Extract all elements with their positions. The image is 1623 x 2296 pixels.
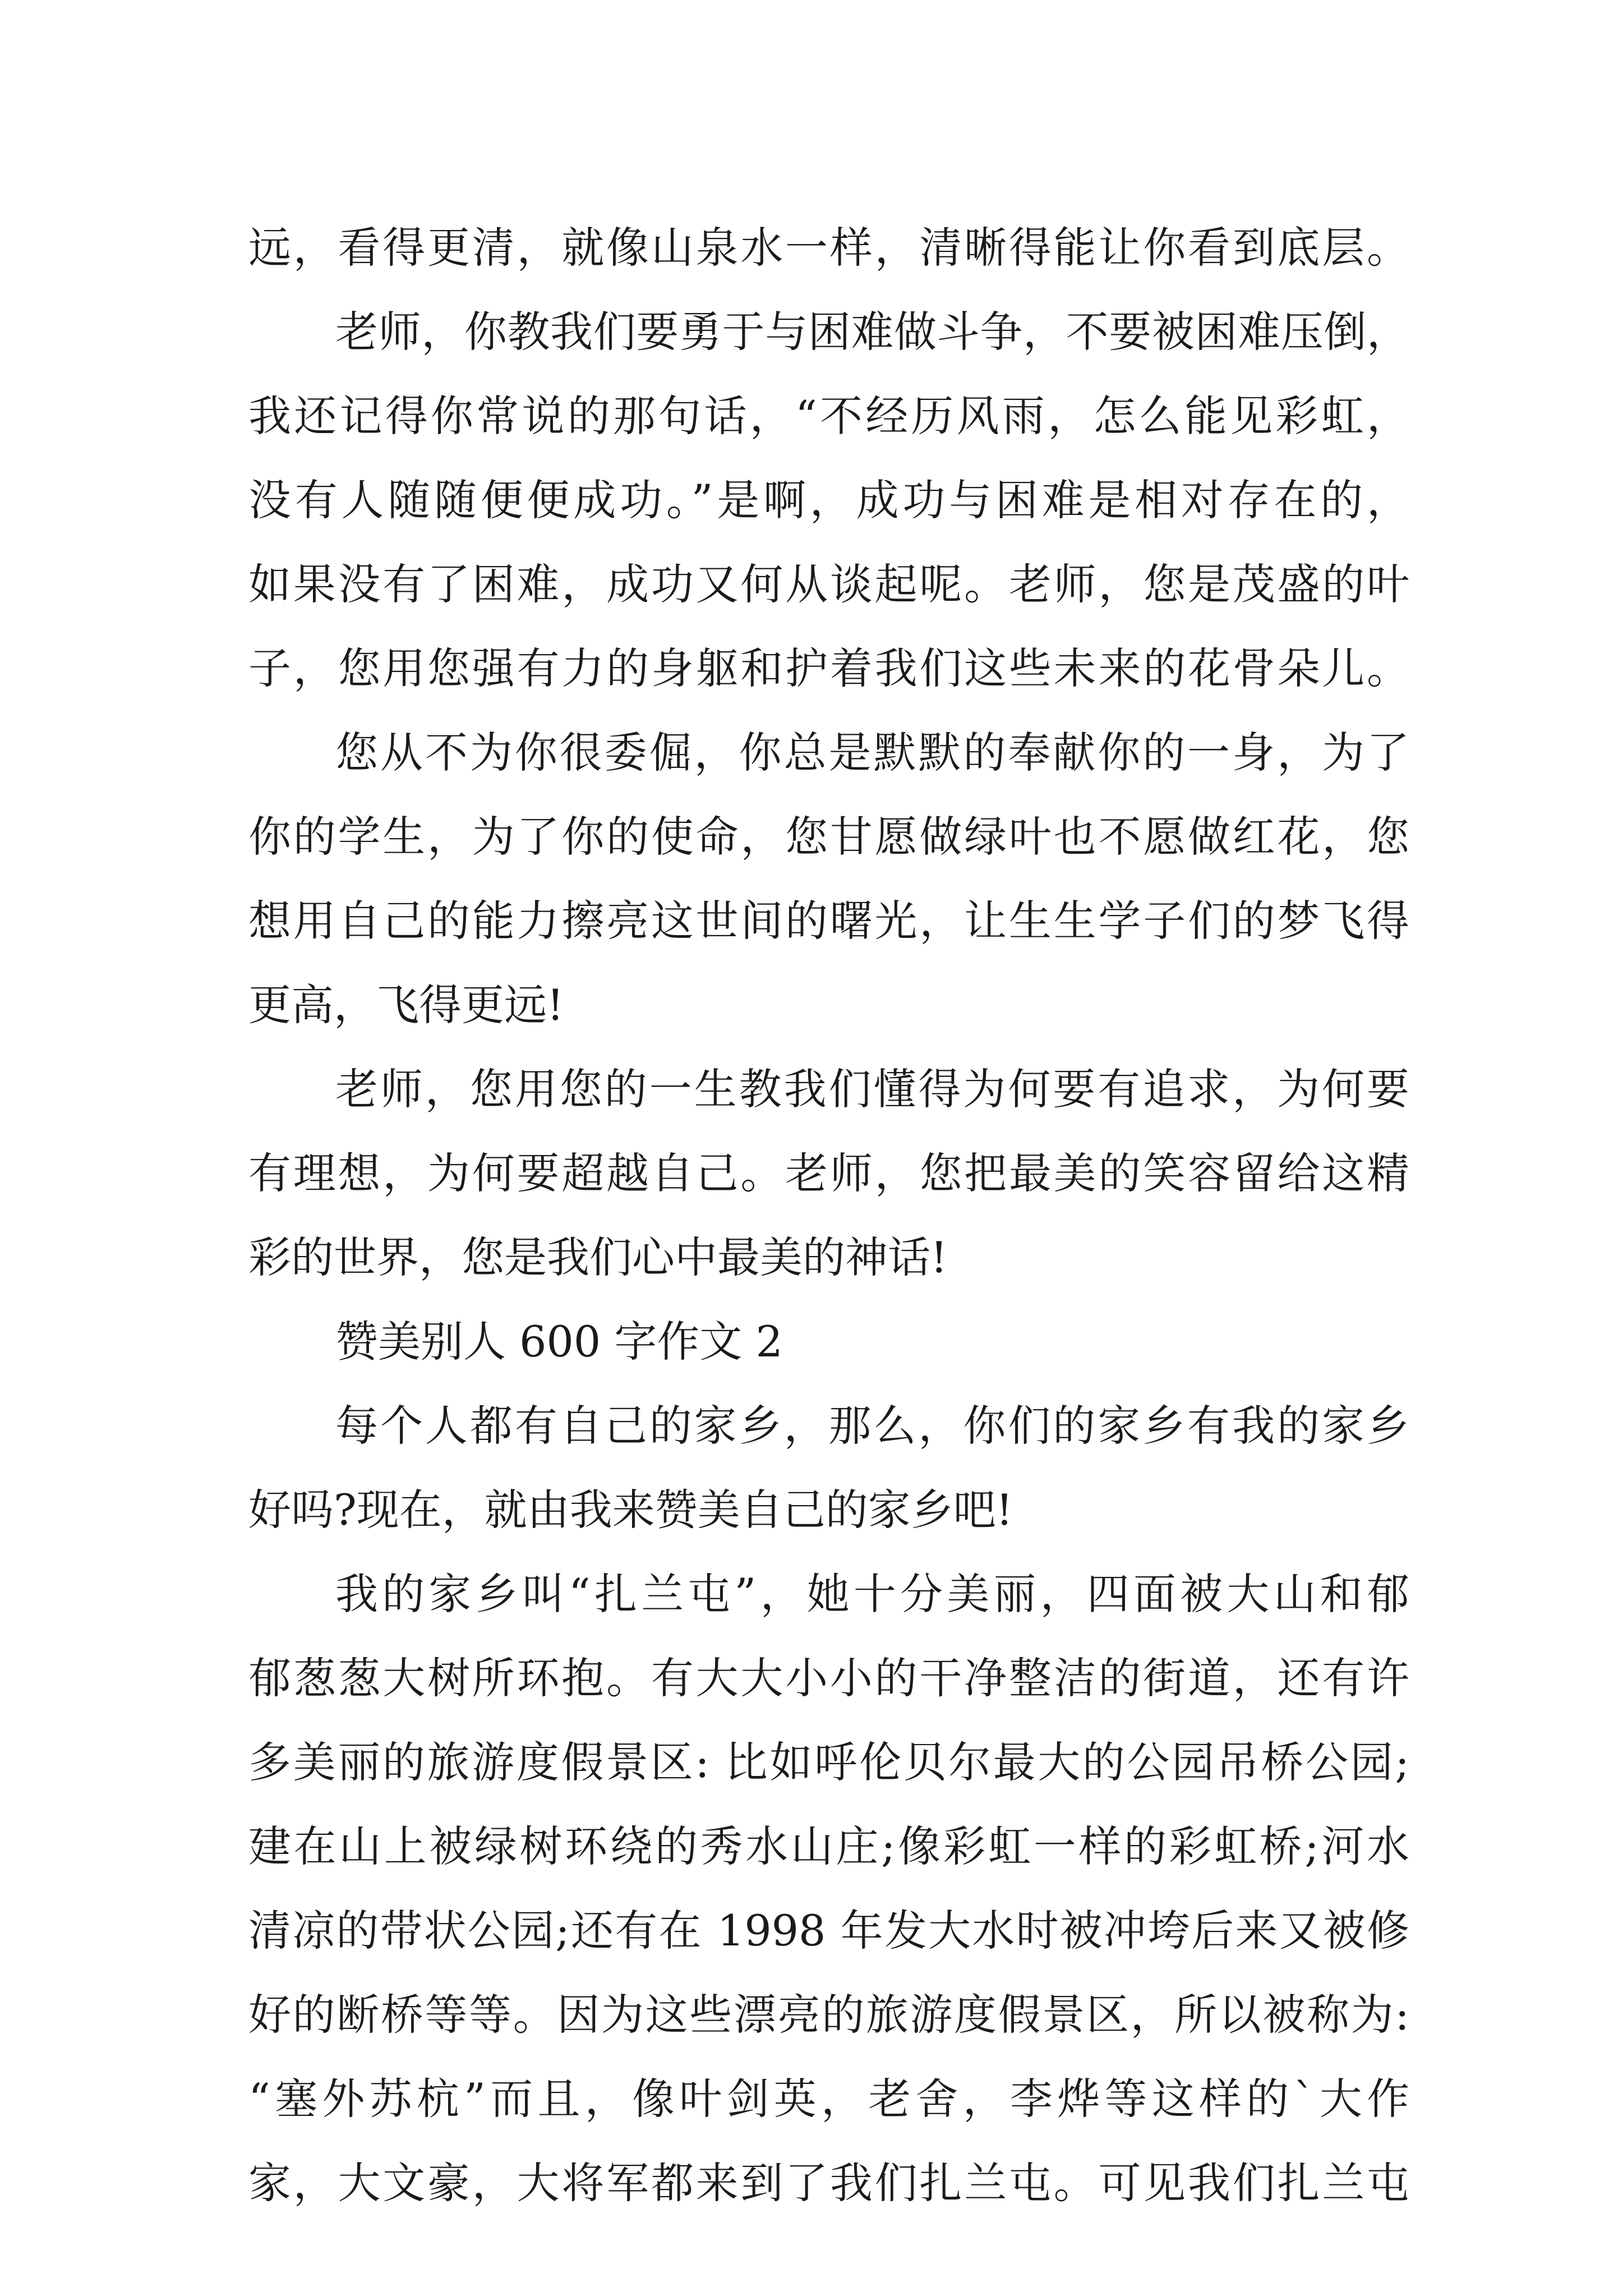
text-line: 你的学生，为了你的使命，您甘愿做绿叶也不愿做红花，您 — [248, 812, 1409, 862]
text-line: 建在山上被绿树环绕的秀水山庄;像彩虹一样的彩虹桥;河水 — [248, 1821, 1409, 1871]
text-line: 郁葱葱大树所环抱。有大大小小的干净整洁的街道，还有许 — [248, 1653, 1409, 1703]
text-line: 想用自己的能力擦亮这世间的曙光，让生生学子们的梦飞得 — [248, 896, 1409, 946]
text-line: 子，您用您强有力的身躯和护着我们这些未来的花骨朵儿。 — [248, 643, 1409, 693]
text-line: 老师，您用您的一生教我们懂得为何要有追求，为何要 — [335, 1064, 1409, 1114]
text-line: 好吗?现在，就由我来赞美自己的家乡吧! — [248, 1485, 1013, 1535]
text-line: 有理想，为何要超越自己。老师，您把最美的笑容留给这精 — [248, 1148, 1409, 1198]
text-line: “塞外苏杭”而且，像叶剑英，老舍，李烨等这样的`大作 — [248, 2074, 1409, 2124]
text-line: 好的断桥等等。因为这些漂亮的旅游度假景区，所以被称为: — [248, 1990, 1409, 2040]
text-line: 我还记得你常说的那句话，“不经历风雨，怎么能见彩虹， — [248, 391, 1409, 441]
section-heading: 赞美别人 600 字作文 2 — [335, 1317, 783, 1366]
text-line: 家，大文豪，大将军都来到了我们扎兰屯。可见我们扎兰屯 — [248, 2158, 1409, 2208]
text-line: 没有人随随便便成功。”是啊，成功与困难是相对存在的， — [248, 475, 1409, 525]
text-line: 每个人都有自己的家乡，那么，你们的家乡有我的家乡 — [335, 1401, 1409, 1451]
text-line: 您从不为你很委倔，你总是默默的奉献你的一身，为了 — [335, 728, 1409, 777]
text-line: 远，看得更清，就像山泉水一样，清晰得能让你看到底层。 — [248, 223, 1409, 273]
text-line: 更高，飞得更远! — [248, 980, 564, 1030]
text-line: 彩的世界，您是我们心中最美的神话! — [248, 1232, 948, 1282]
text-line: 多美丽的旅游度假景区: 比如呼伦贝尔最大的公园吊桥公园; — [248, 1737, 1409, 1787]
text-line: 老师，你教我们要勇于与困难做斗争，不要被困难压倒， — [335, 307, 1409, 357]
text-line: 如果没有了困难，成功又何从谈起呢。老师，您是茂盛的叶 — [248, 559, 1409, 609]
text-line: 清凉的带状公园;还有在 1998 年发大水时被冲垮后来又被修 — [248, 1906, 1409, 1955]
text-line: 我的家乡叫“扎兰屯”，她十分美丽，四面被大山和郁 — [335, 1569, 1409, 1619]
